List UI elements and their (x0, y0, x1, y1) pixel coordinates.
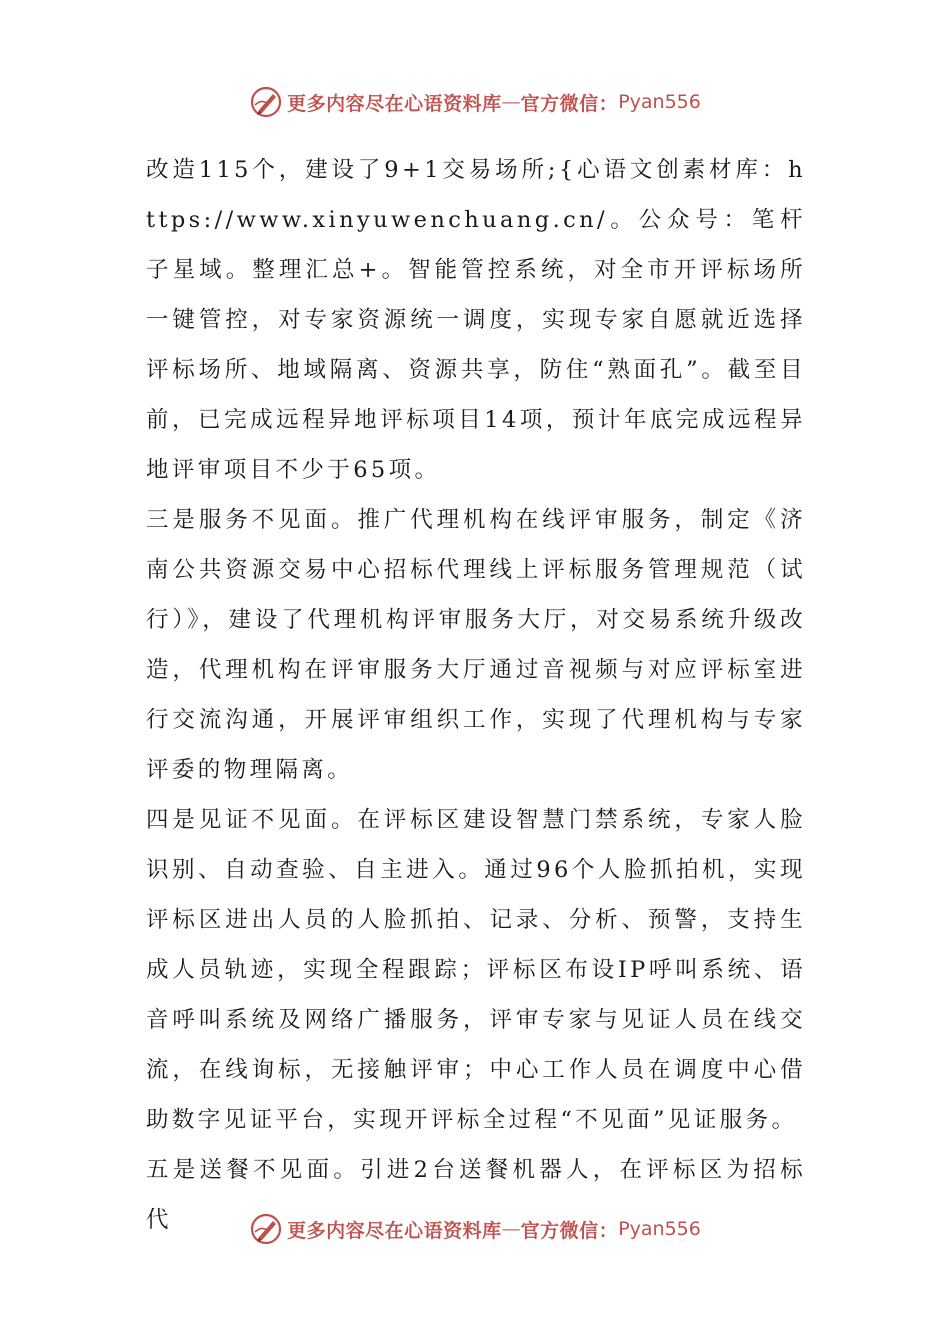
paragraph-1: 改造115个，建设了9+1交易场所;{心语文创素材库：https://www.xinyuwenchuang.cn/。公众号：笔杆子星域。整理汇总+。智能管控系统，对全市开评标场所一键管控，对专家资源统一调度，实现专家自愿就近选择评标场所、地域隔离、资源共享，防住“熟面孔”。截至目前，已完成远程异地评标项目14项，预计年底完成远程异地评审项目不少于65项。 (146, 157, 806, 483)
footer-brand-text: 更多内容尽在心语资料库 (287, 1219, 502, 1242)
header-wechat-id: Pyan556 (618, 91, 701, 113)
paragraph-4: 五是送餐不见面。引进2台送餐机器人，在评标区为招标代 (146, 1157, 806, 1233)
footer-wechat-id: Pyan556 (618, 1218, 701, 1240)
pen-logo-icon (249, 85, 283, 119)
paragraph-2: 三是服务不见面。推广代理机构在线评审服务，制定《济南公共资源交易中心招标代理线上评标服务管理规范（试行）》，建设了代理机构评审服务大厅，对交易系统升级改造，代理机构在评审服务大厅通过音视频与对应评标室进行交流沟通，开展评审组织工作，实现了代理机构与专家评委的物理隔离。 (146, 507, 806, 783)
pen-logo-icon (249, 1212, 283, 1246)
footer-wechat-label: 官方微信： (520, 1219, 619, 1242)
header-banner (0, 82, 950, 122)
footer-dash: — (501, 1218, 521, 1240)
header-dash: — (501, 91, 521, 113)
footer-banner (0, 1209, 950, 1249)
document-body (146, 145, 806, 1245)
header-wechat-label: 官方微信： (520, 92, 619, 115)
header-brand-text: 更多内容尽在心语资料库 (287, 92, 502, 115)
paragraph-3: 四是见证不见面。在评标区建设智慧门禁系统，专家人脸识别、自动查验、自主进入。通过96个人脸抓拍机，实现评标区进出人员的人脸抓拍、记录、分析、预警，支持生成人员轨迹，实现全程跟踪；评标区布设IP呼叫系统、语音呼叫系统及网络广播服务，评审专家与见证人员在线交流，在线询标，无接触评审；中心工作人员在调度中心借助数字见证平台，实现开评标全过程“不见面”见证服务。 (146, 807, 806, 1133)
